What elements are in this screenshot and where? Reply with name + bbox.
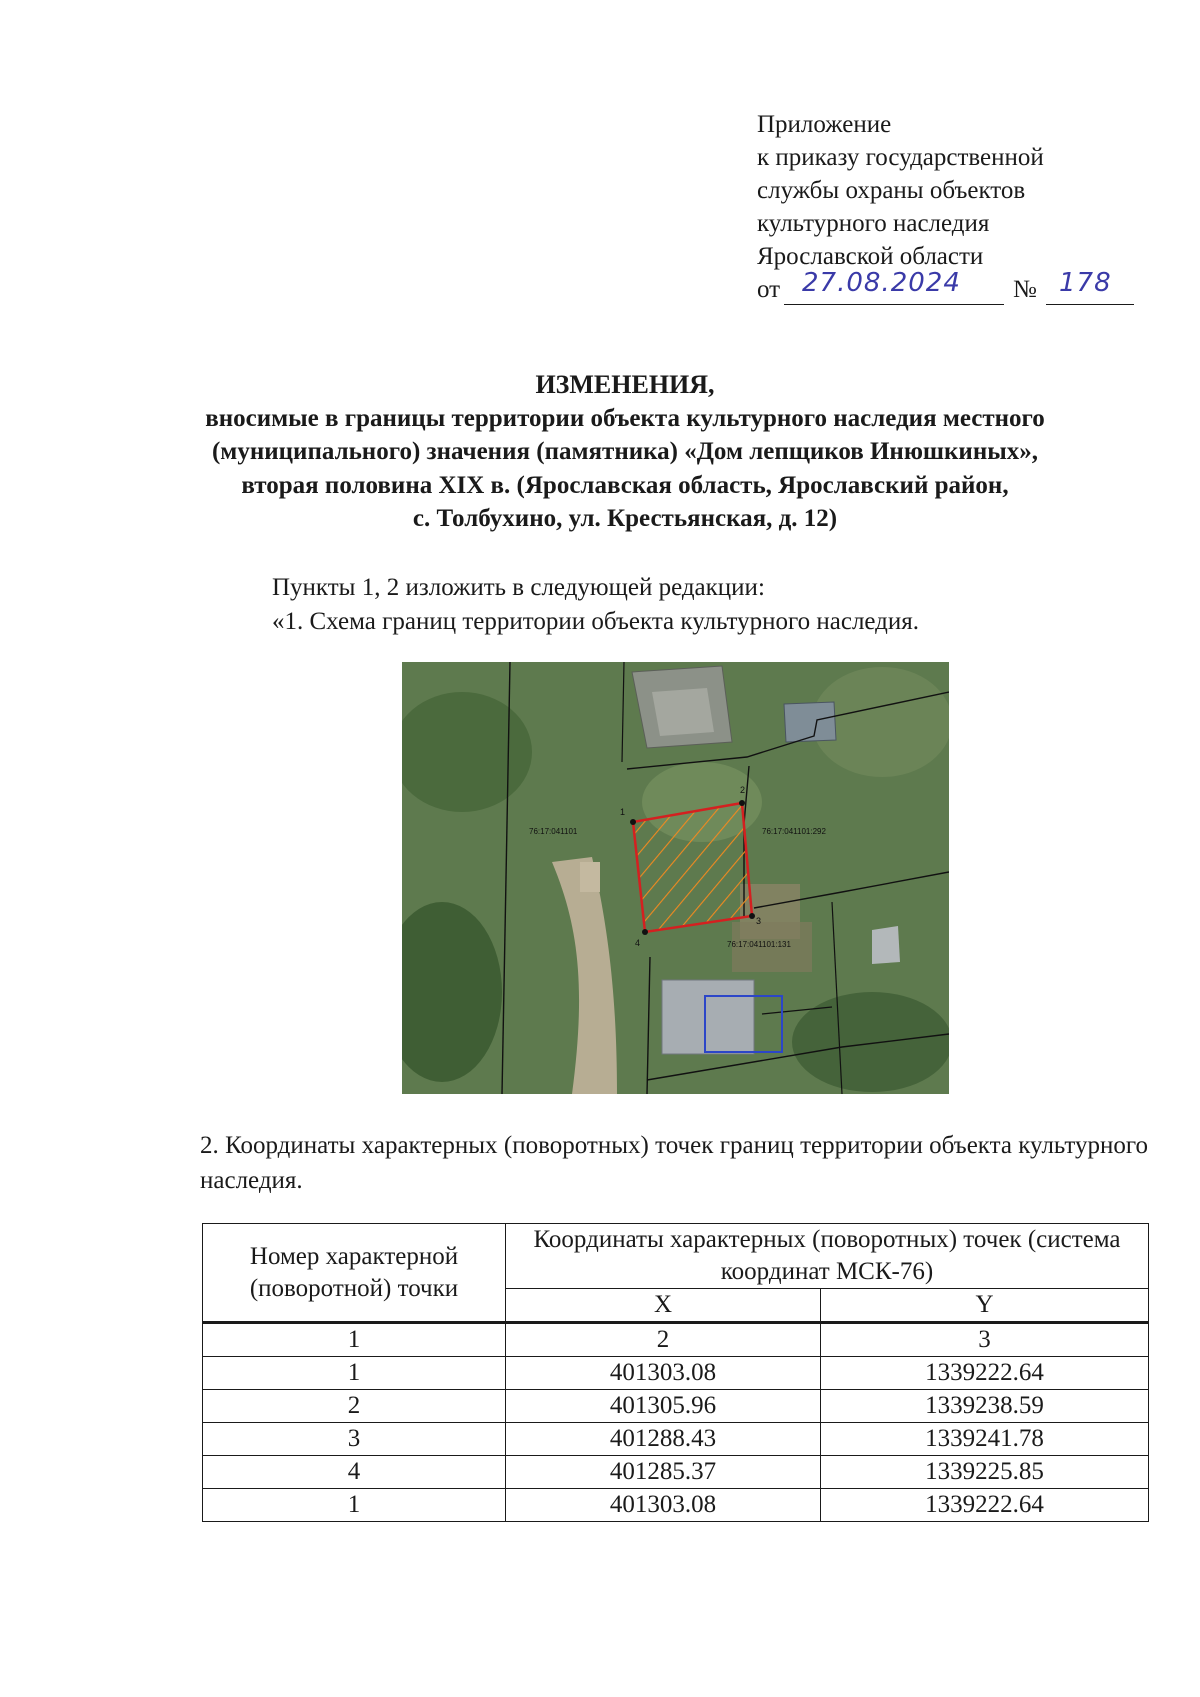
table-row bbox=[203, 1357, 1149, 1390]
coordinates-table bbox=[202, 1223, 1149, 1522]
table-row bbox=[203, 1423, 1149, 1456]
heritage-territory bbox=[633, 803, 752, 932]
appendix-line: к приказу государственной bbox=[757, 144, 1044, 171]
date-underline bbox=[784, 304, 1004, 305]
parcel-number: 76:17:041101:131 bbox=[727, 940, 791, 949]
appendix-block bbox=[757, 108, 1112, 307]
header-coordinates: Координаты характерных (поворотных) точек (система координат МСК-76) bbox=[506, 1224, 1149, 1289]
table-cell: 1339241.78 bbox=[821, 1423, 1149, 1456]
header-x: X bbox=[506, 1289, 821, 1323]
item-1-heading: «1. Схема границ территории объекта культурного наследия. bbox=[272, 608, 920, 635]
title-heading: ИЗМЕНЕНИЯ, bbox=[535, 370, 715, 399]
parcel-number: 76:17:041101:292 bbox=[762, 827, 826, 836]
table-row bbox=[203, 1489, 1149, 1522]
table-cell: 3 bbox=[203, 1423, 506, 1456]
date-number-row bbox=[757, 268, 1112, 307]
point-marker bbox=[749, 913, 755, 919]
tree-canopy bbox=[792, 992, 949, 1092]
dirt-road bbox=[580, 862, 600, 892]
header-point-number: Номер характерной (поворотной) точки bbox=[203, 1224, 506, 1323]
table-cell: 401288.43 bbox=[506, 1423, 821, 1456]
table-cell: 1339222.64 bbox=[821, 1489, 1149, 1522]
table-header-row bbox=[203, 1224, 1149, 1289]
point-marker bbox=[630, 819, 636, 825]
house-roof bbox=[652, 688, 714, 736]
appendix-line: культурного наследия bbox=[757, 210, 990, 237]
date-prefix: от bbox=[757, 276, 781, 303]
point-label: 2 bbox=[740, 785, 746, 795]
table-cell: 4 bbox=[203, 1456, 506, 1489]
appendix-line: Ярославской области bbox=[757, 243, 984, 270]
table-cell: 401285.37 bbox=[506, 1456, 821, 1489]
table-row bbox=[203, 1456, 1149, 1489]
table-cell: 2 bbox=[506, 1323, 821, 1357]
point-marker bbox=[642, 929, 648, 935]
table-cell: 401305.96 bbox=[506, 1390, 821, 1423]
appendix-line: службы охраны объектов bbox=[757, 177, 1026, 204]
title-line: вносимые в границы территории объекта культурного наследия местного bbox=[205, 404, 1045, 432]
table-cell: 401303.08 bbox=[506, 1357, 821, 1390]
title-line: с. Толбухино, ул. Крестьянская, д. 12) bbox=[412, 505, 838, 532]
document-title bbox=[160, 368, 1090, 536]
table-cell: 401303.08 bbox=[506, 1489, 821, 1522]
handwritten-number: 178 bbox=[1059, 268, 1112, 298]
table-row bbox=[203, 1390, 1149, 1423]
number-prefix: № bbox=[1013, 276, 1037, 303]
table-cell: 1 bbox=[203, 1323, 506, 1357]
table-cell: 2 bbox=[203, 1390, 506, 1423]
table-cell: 1339225.85 bbox=[821, 1456, 1149, 1489]
appendix-line: Приложение bbox=[757, 111, 892, 138]
house-roof bbox=[662, 980, 754, 1054]
handwritten-date: 27.08.2024 bbox=[802, 268, 961, 298]
header-y: Y bbox=[821, 1289, 1149, 1323]
number-underline bbox=[1046, 304, 1134, 305]
point-marker bbox=[739, 800, 745, 806]
table-cell: 1 bbox=[203, 1489, 506, 1522]
table-cell: 3 bbox=[821, 1323, 1149, 1357]
title-line: вторая половина XIX в. (Ярославская область, Ярославский район, bbox=[241, 471, 1009, 499]
shed-roof bbox=[872, 926, 900, 964]
shed-roof bbox=[784, 702, 836, 742]
title-line: (муниципального) значения (памятника) «Дом лепщиков Инюшкиных», bbox=[211, 438, 1039, 465]
table-index-row bbox=[203, 1323, 1149, 1357]
item-2-heading: 2. Координаты характерных (поворотных) точек границ территории объекта культурного наследия. bbox=[200, 1132, 1148, 1194]
point-label: 3 bbox=[756, 916, 762, 926]
intro-paragraph: Пункты 1, 2 изложить в следующей редакции: bbox=[272, 574, 765, 601]
point-label: 4 bbox=[635, 938, 641, 948]
table-cell: 1339222.64 bbox=[821, 1357, 1149, 1390]
boundary-scheme-map bbox=[402, 662, 949, 1094]
table-cell: 1 bbox=[203, 1357, 506, 1390]
point-label: 1 bbox=[620, 807, 626, 817]
satellite-map bbox=[402, 662, 949, 1094]
table-cell: 1339238.59 bbox=[821, 1390, 1149, 1423]
parcel-number: 76:17:041101 bbox=[529, 827, 578, 836]
